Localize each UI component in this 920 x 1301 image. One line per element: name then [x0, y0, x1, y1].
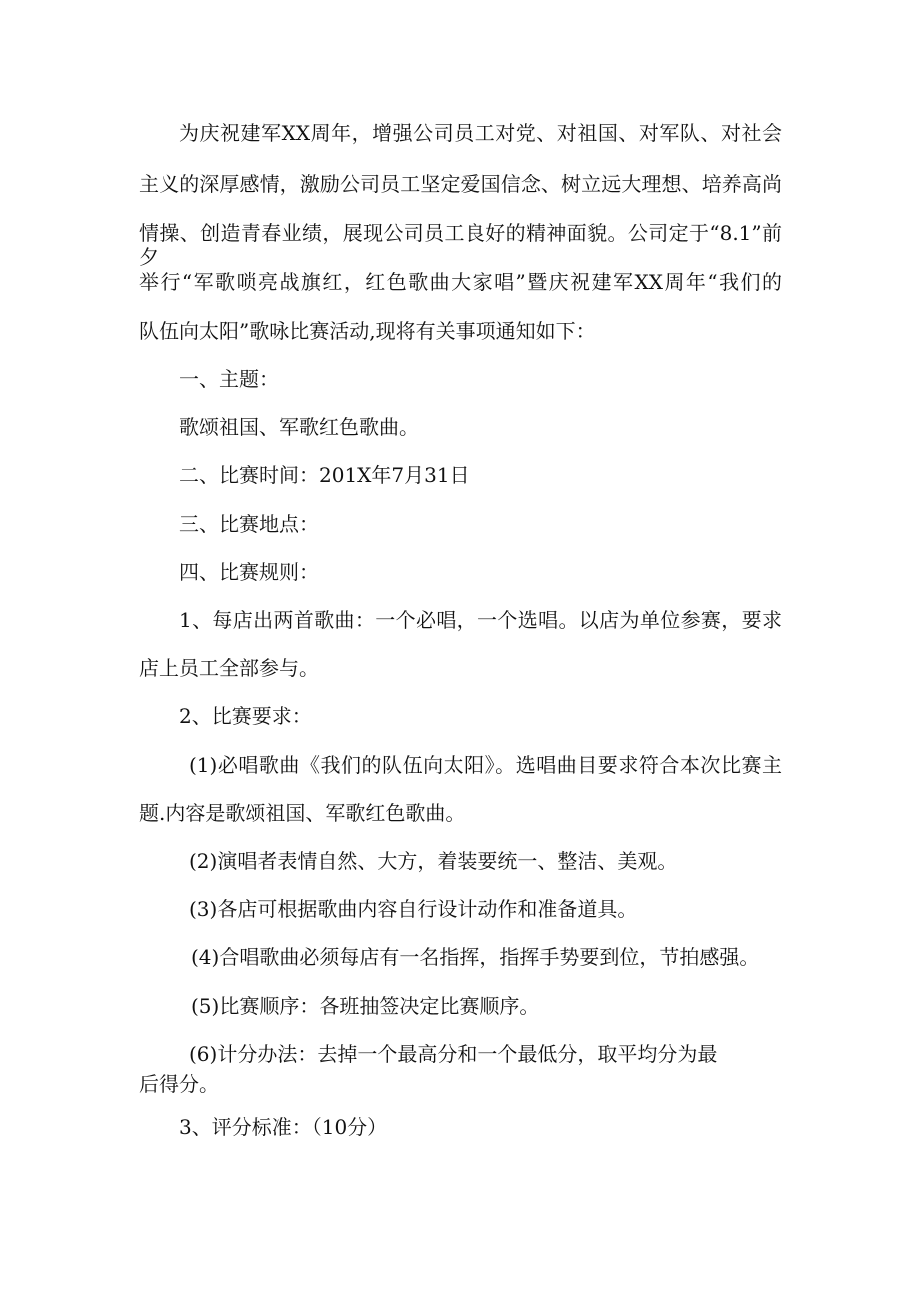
intro-line-4: 举行“军歌唢亮战旗红，红色歌曲大家唱”暨庆祝建军XX周年“我们的 — [139, 270, 782, 294]
intro-line-5: 队伍向太阳”歌咏比赛活动,现将有关事项通知如下： — [139, 319, 596, 343]
requirement-6-line-2: 后得分。 — [139, 1072, 219, 1096]
competition-venue: 三、比赛地点： — [179, 512, 319, 536]
competition-time: 二、比赛时间：201X年7月31日 — [179, 463, 470, 487]
theme-heading: 一、主题： — [179, 367, 279, 391]
rule-1-line-1: 1、每店出两首歌曲：一个必唱，一个选唱。以店为单位参赛，要求 — [179, 608, 782, 632]
rules-heading: 四、比赛规则： — [179, 560, 319, 584]
theme-content: 歌颂祖国、军歌红色歌曲。 — [179, 415, 419, 439]
requirement-4: (4)合唱歌曲必须每店有一名指挥，指挥手势要到位，节拍感强。 — [191, 945, 760, 969]
requirement-6-line-1: (6)计分办法：去掉一个最高分和一个最低分，取平均分为最 — [189, 1042, 718, 1066]
intro-line-3: 情操、创造青春业绩，展现公司员工良好的精神面貌。公司定于“8.1”前夕 — [139, 221, 782, 269]
requirement-3: (3)各店可根据歌曲内容自行设计动作和准备道具。 — [189, 897, 638, 921]
requirement-5: (5)比赛顺序：各班抽签决定比赛顺序。 — [191, 994, 540, 1018]
requirement-1-line-2: 题.内容是歌颂祖国、军歌红色歌曲。 — [139, 801, 466, 825]
rule-3-heading: 3、评分标准：（10分） — [179, 1115, 388, 1139]
rule-1-line-2: 店上员工全部参与。 — [139, 656, 319, 680]
requirement-2: (2)演唱者表情自然、大方，着装要统一、整洁、美观。 — [189, 849, 678, 873]
intro-line-2: 主义的深厚感情，激励公司员工坚定爱国信念、树立远大理想、培养高尚 — [139, 172, 782, 196]
requirement-1-line-1: (1)必唱歌曲《我们的队伍向太阳》。选唱曲目要求符合本次比赛主 — [189, 753, 782, 777]
rule-2-heading: 2、比赛要求： — [179, 704, 312, 728]
intro-line-1: 为庆祝建军XX周年，增强公司员工对党、对祖国、对军队、对社会 — [179, 121, 782, 145]
